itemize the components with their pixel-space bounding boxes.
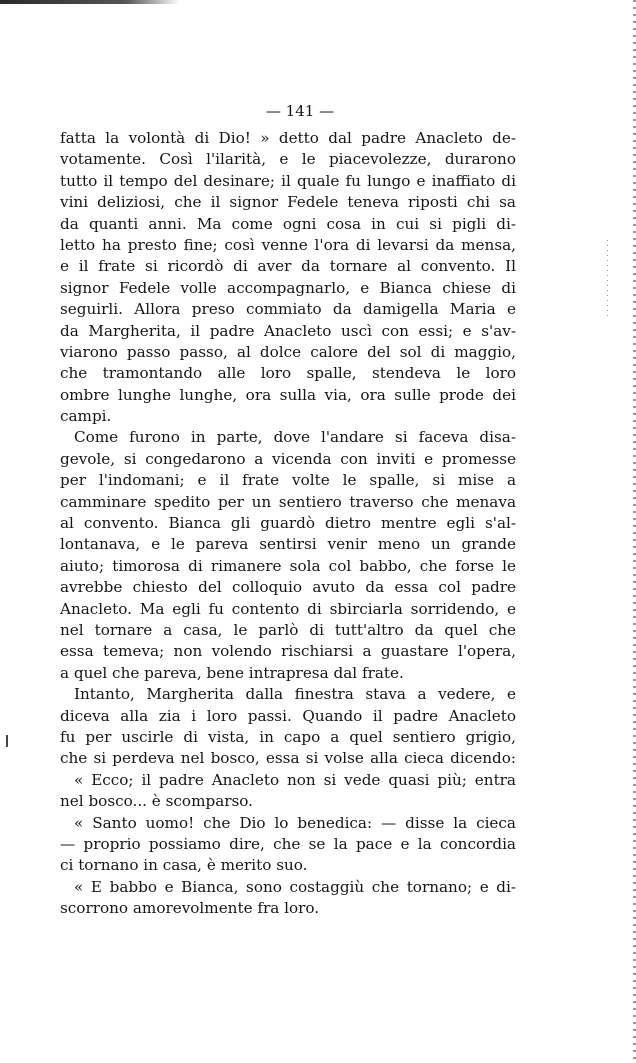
text-line: Intanto, Margherita dalla finestra stava a vedere, e	[74, 685, 516, 704]
text-line: scorrono amorevolmente fra loro.	[60, 899, 320, 918]
text-line: per l'indomani; e il frate volte le spalle, si mise a	[60, 471, 516, 490]
text-line: avrebbe chiesto del colloquio avuto da essa col padre	[60, 578, 516, 597]
text-line: lontanava, e le pareva sentirsi venir meno un grande	[60, 535, 516, 554]
text-line: fu per uscirle di vista, in capo a quel sentiero grigio,	[60, 727, 516, 746]
scan-edge-top	[0, 0, 180, 4]
scan-mark-left	[6, 735, 8, 747]
text-line: — proprio possiamo dire, che se la pace e la concordia	[60, 834, 516, 853]
text-line: seguirli. Allora preso commiato da damigella Maria e	[60, 300, 516, 319]
text-line: al convento. Bianca gli guardò dietro mentre egli s'al-	[60, 514, 516, 533]
text-line: « Santo uomo! che Dio lo benedica: — disse la cieca	[74, 813, 516, 832]
text-line: ombre lunghe lunghe, ora sulla via, ora sulle prode dei	[60, 385, 516, 404]
text-line: da quanti anni. Ma come ogni cosa in cui si pigli di-	[60, 214, 516, 233]
text-line: aiuto; timorosa di rimanere sola col babbo, che forse le	[60, 556, 516, 575]
text-line: nel bosco... è scomparso.	[60, 792, 254, 811]
text-line: essa temeva; non volendo rischiarsi a guastare l'opera,	[60, 642, 516, 661]
text-line: « E babbo e Bianca, sono costaggiù che tornano; e di-	[74, 877, 516, 896]
text-line: camminare spedito per un sentiero traverso che menava	[60, 492, 516, 511]
text-line: Anacleto. Ma egli fu contento di sbirciarla sorridendo, e	[60, 599, 516, 618]
text-line: gevole, si congedarono a vicenda con inviti e promesse	[60, 449, 516, 468]
text-line: « Ecco; il padre Anacleto non si vede quasi più; entra	[74, 770, 516, 789]
text-line: nel tornare a casa, le parlò di tutt'altro da quel che	[60, 620, 516, 639]
page-number: — 141 —	[265, 102, 335, 120]
text-line: campi.	[60, 407, 112, 426]
text-line: Come furono in parte, dove l'andare si faceva disa-	[74, 428, 516, 447]
text-line: ci tornano in casa, è merito suo.	[60, 856, 308, 875]
text-line: e il frate si ricordò di aver da tornare al convento. Il	[60, 257, 516, 276]
text-line: viarono passo passo, al dolce calore del sol di maggio,	[60, 342, 516, 361]
text-line: votamente. Così l'ilarità, e le piacevolezze, durarono	[60, 150, 516, 169]
scan-edge-right-marks	[607, 240, 608, 320]
text-line: che tramontando alle loro spalle, stendeva le loro	[60, 364, 516, 383]
text-line: da Margherita, il padre Anacleto uscì con essi; e s'av-	[60, 321, 516, 340]
text-line: signor Fedele volle accompagnarlo, e Bianca chiese di	[60, 278, 516, 297]
text-line: letto ha presto fine; così venne l'ora di levarsi da mensa,	[60, 235, 516, 254]
text-line: diceva alla zia i loro passi. Quando il padre Anacleto	[60, 706, 516, 725]
body-text	[60, 128, 516, 919]
text-line: vini deliziosi, che il signor Fedele teneva riposti chi sa	[60, 193, 516, 212]
text-line: a quel che pareva, bene intrapresa dal frate.	[60, 663, 404, 682]
text-line: che si perdeva nel bosco, essa si volse alla cieca dicendo:	[60, 749, 516, 768]
text-line: fatta la volontà di Dio! » detto dal padre Anacleto de-	[60, 129, 516, 147]
text-line: tutto il tempo del desinare; il quale fu lungo e inaffiato di	[60, 171, 516, 190]
